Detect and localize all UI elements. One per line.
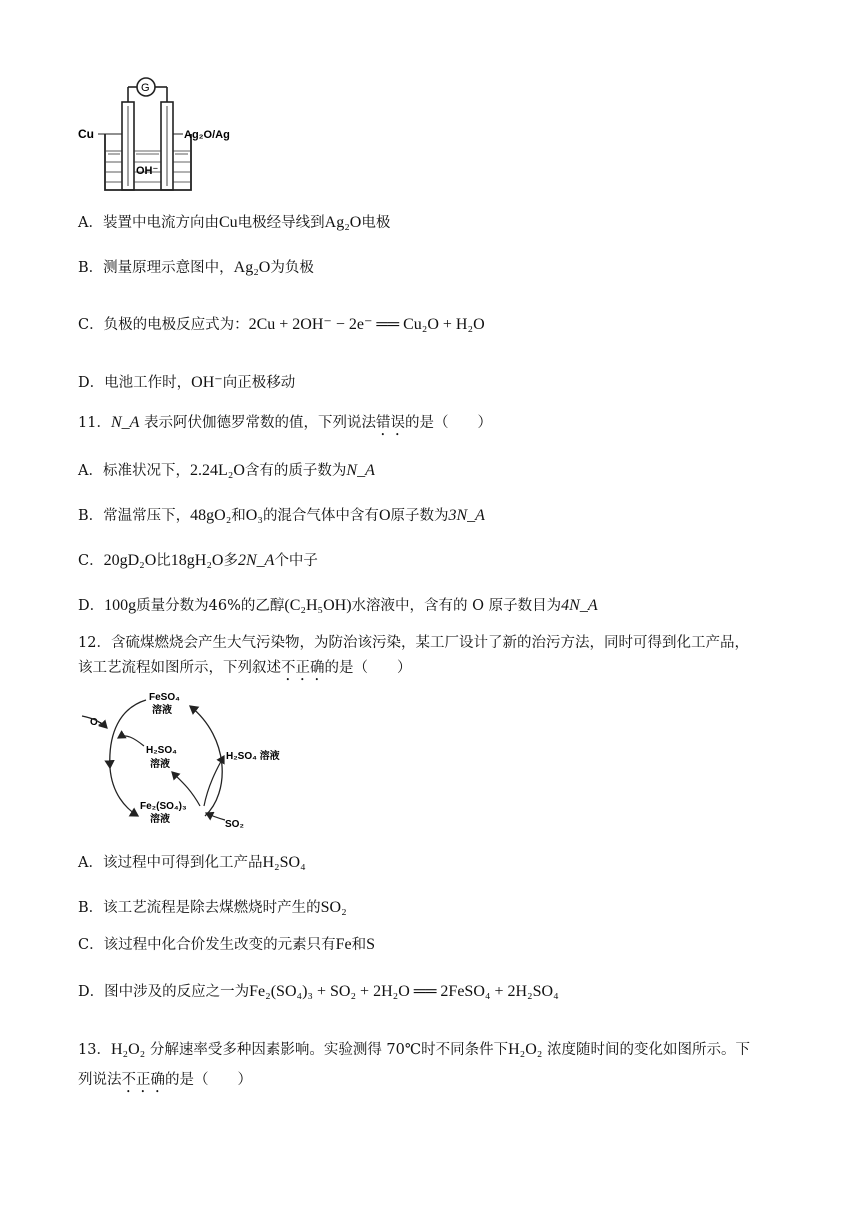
q12-option-c: C．该过程中化合价发生改变的元素只有Fe和S: [78, 936, 376, 953]
h2so4-inner-label: H₂SO₄: [146, 745, 177, 756]
q13-stem-line2: 列说法不正确的是（ ）: [78, 1072, 252, 1088]
h2so4-output-label: H₂SO₄ 溶液: [226, 751, 280, 762]
so2-label: SO₂: [225, 819, 244, 830]
q10-option-a: A．装置中电流方向由Cu电极经导线到Ag₂O电极: [78, 214, 391, 231]
q12-option-d: D．图中涉及的反应之一为Fe₂(SO₄)₃ + SO₂ + 2H₂O ══ 2FeSO₄ + 2H₂SO₄: [78, 983, 559, 1000]
q11-stem: 11．N_A 表示阿伏伽德罗常数的值，下列说法错误的是（ ）: [78, 414, 493, 431]
o2-label: O₂: [90, 717, 103, 728]
q12-stem-line2: 该工艺流程如图所示，下列叙述不正确的是（ ）: [78, 660, 412, 676]
q10-option-d: D．电池工作时，OH⁻向正极移动: [78, 374, 296, 391]
feso4-label: FeSO₄: [149, 692, 180, 703]
fe2so43-label: Fe₂(SO₄)₃: [140, 801, 187, 812]
ag2o-electrode-label: Ag₂O/Ag: [184, 129, 230, 141]
q11-option-b: B．常温常压下，48gO₂和O₃的混合气体中含有O原子数为3N_A: [78, 507, 485, 524]
process-cycle-figure: [80, 688, 300, 838]
q11-option-d: D．100g质量分数为46%的乙醇(C₂H₅OH)水溶液中，含有的 O 原子数目为4N_A: [78, 597, 598, 614]
q11-option-a: A．标准状况下，2.24L₂O含有的质子数为N_A: [78, 462, 375, 479]
q10-option-c: C．负极的电极反应式为：2Cu + 2OH⁻ − 2e⁻ ══ Cu₂O + H₂O: [78, 316, 485, 333]
galvanic-cell-figure: [78, 66, 258, 196]
feso4-solution-label: 溶液: [152, 705, 172, 716]
q10-option-b: B．测量原理示意图中，Ag₂O为负极: [78, 259, 314, 276]
q12-option-b: B．该工艺流程是除去煤燃烧时产生的SO₂: [78, 899, 347, 916]
q12-stem-line1: 12．含硫煤燃烧会产生大气污染物，为防治该污染，某工厂设计了新的治污方法，同时可得到化工产品，: [78, 635, 749, 651]
cu-electrode-label: Cu: [78, 127, 94, 141]
galvanometer-label: G: [141, 82, 150, 94]
h2so4-inner-solution-label: 溶液: [150, 759, 170, 770]
q11-option-c: C．20gD₂O比18gH₂O多2N_A个中子: [78, 552, 318, 569]
q13-stem-line1: 13．H₂O₂ 分解速率受多种因素影响。实验测得 70℃时不同条件下H₂O₂ 浓度随时间的变化如图所示。下: [78, 1041, 750, 1058]
q12-option-a: A．该过程中可得到化工产品H₂SO₄: [78, 854, 306, 871]
electrolyte-label: OH⁻: [136, 165, 159, 177]
fe2so43-solution-label: 溶液: [150, 814, 170, 825]
